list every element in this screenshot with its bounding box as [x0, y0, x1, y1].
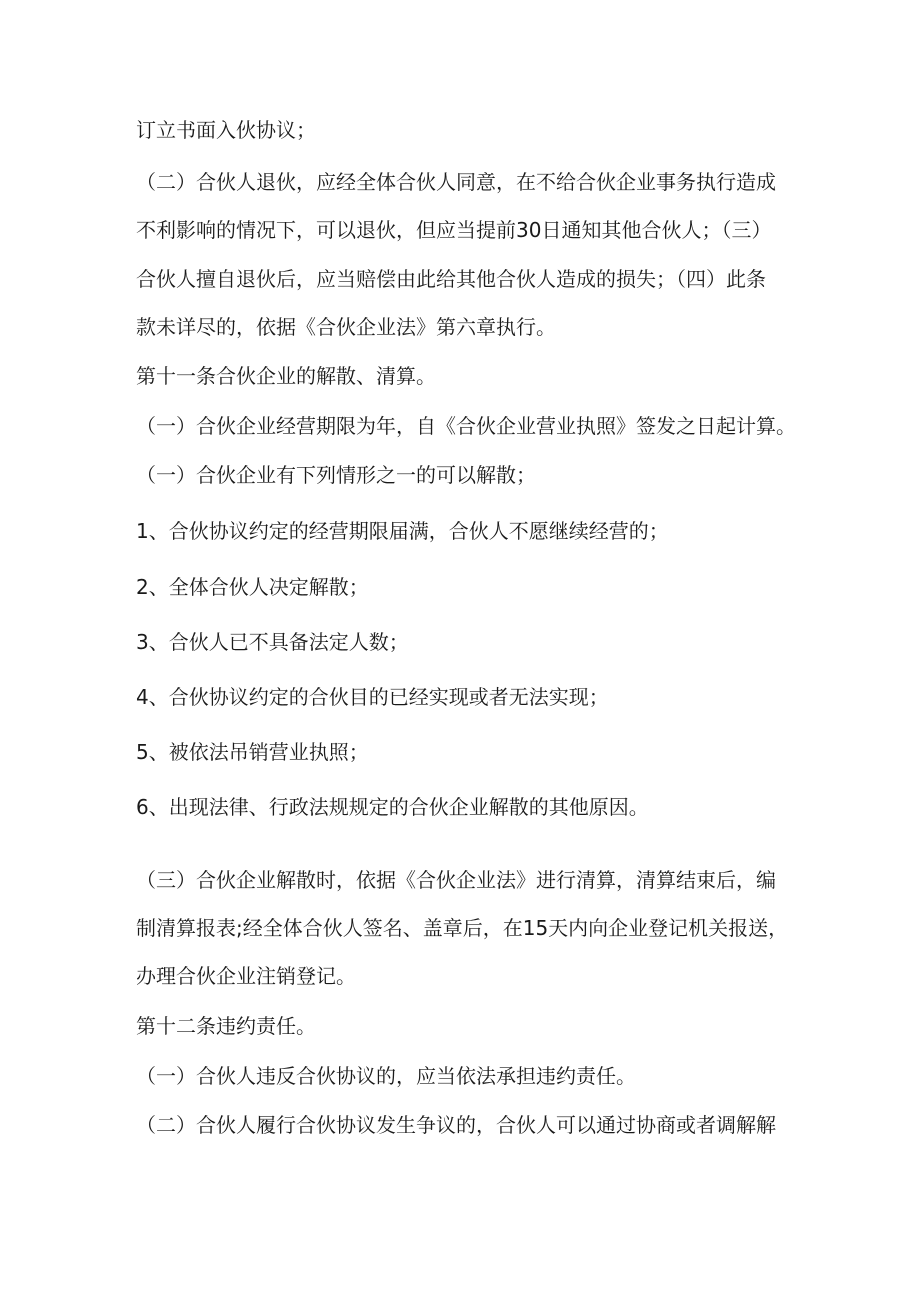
list-item-3: 3、合伙人已不具备法定人数；: [136, 630, 409, 654]
text-line-5: 款未详尽的，依据《合伙企业法》第六章执行。: [136, 315, 556, 339]
list-item-1: 1、合伙协议约定的经营期限届满，合伙人不愿继续经营的；: [136, 519, 669, 543]
text-line-4: 合伙人擅自退伙后，应当赔偿由此给其他合伙人造成的损失；（四）此条: [136, 267, 766, 291]
list-item-2: 2、全体合伙人决定解散；: [136, 575, 369, 599]
text-line-19: （一）合伙人违反合伙协议的，应当依法承担违约责任。: [136, 1064, 636, 1088]
list-item-6: 6、出现法律、行政法规规定的合伙企业解散的其他原因。: [136, 795, 649, 819]
article-11-heading: 第十一条合伙企业的解散、清算。: [136, 364, 436, 388]
list-item-4: 4、合伙协议约定的合伙目的已经实现或者无法实现；: [136, 685, 609, 709]
text-line-15: （三）合伙企业解散时，依据《合伙企业法》进行清算，清算结束后，编: [136, 868, 776, 892]
text-line-16: 制清算报表;经全体合伙人签名、盖章后，在15天内向企业登记机关报送，: [136, 916, 789, 940]
list-item-5: 5、被依法吊销营业执照；: [136, 740, 369, 764]
text-line-20: （二）合伙人履行合伙协议发生争议的，合伙人可以通过协商或者调解解: [136, 1113, 776, 1137]
article-12-heading: 第十二条违约责任。: [136, 1014, 316, 1038]
text-line-3: 不利影响的情况下，可以退伙，但应当提前30日通知其他合伙人；（三）: [136, 218, 772, 242]
text-line-1: 订立书面入伙协议；: [136, 118, 316, 142]
text-line-7: （一）合伙企业经营期限为年，自《合伙企业营业执照》签发之日起计算。: [136, 414, 796, 438]
text-line-2: （二）合伙人退伙，应经全体合伙人同意，在不给合伙企业事务执行造成: [136, 170, 776, 194]
text-line-8: （一）合伙企业有下列情形之一的可以解散；: [136, 463, 536, 487]
text-line-17: 办理合伙企业注销登记。: [136, 964, 356, 988]
